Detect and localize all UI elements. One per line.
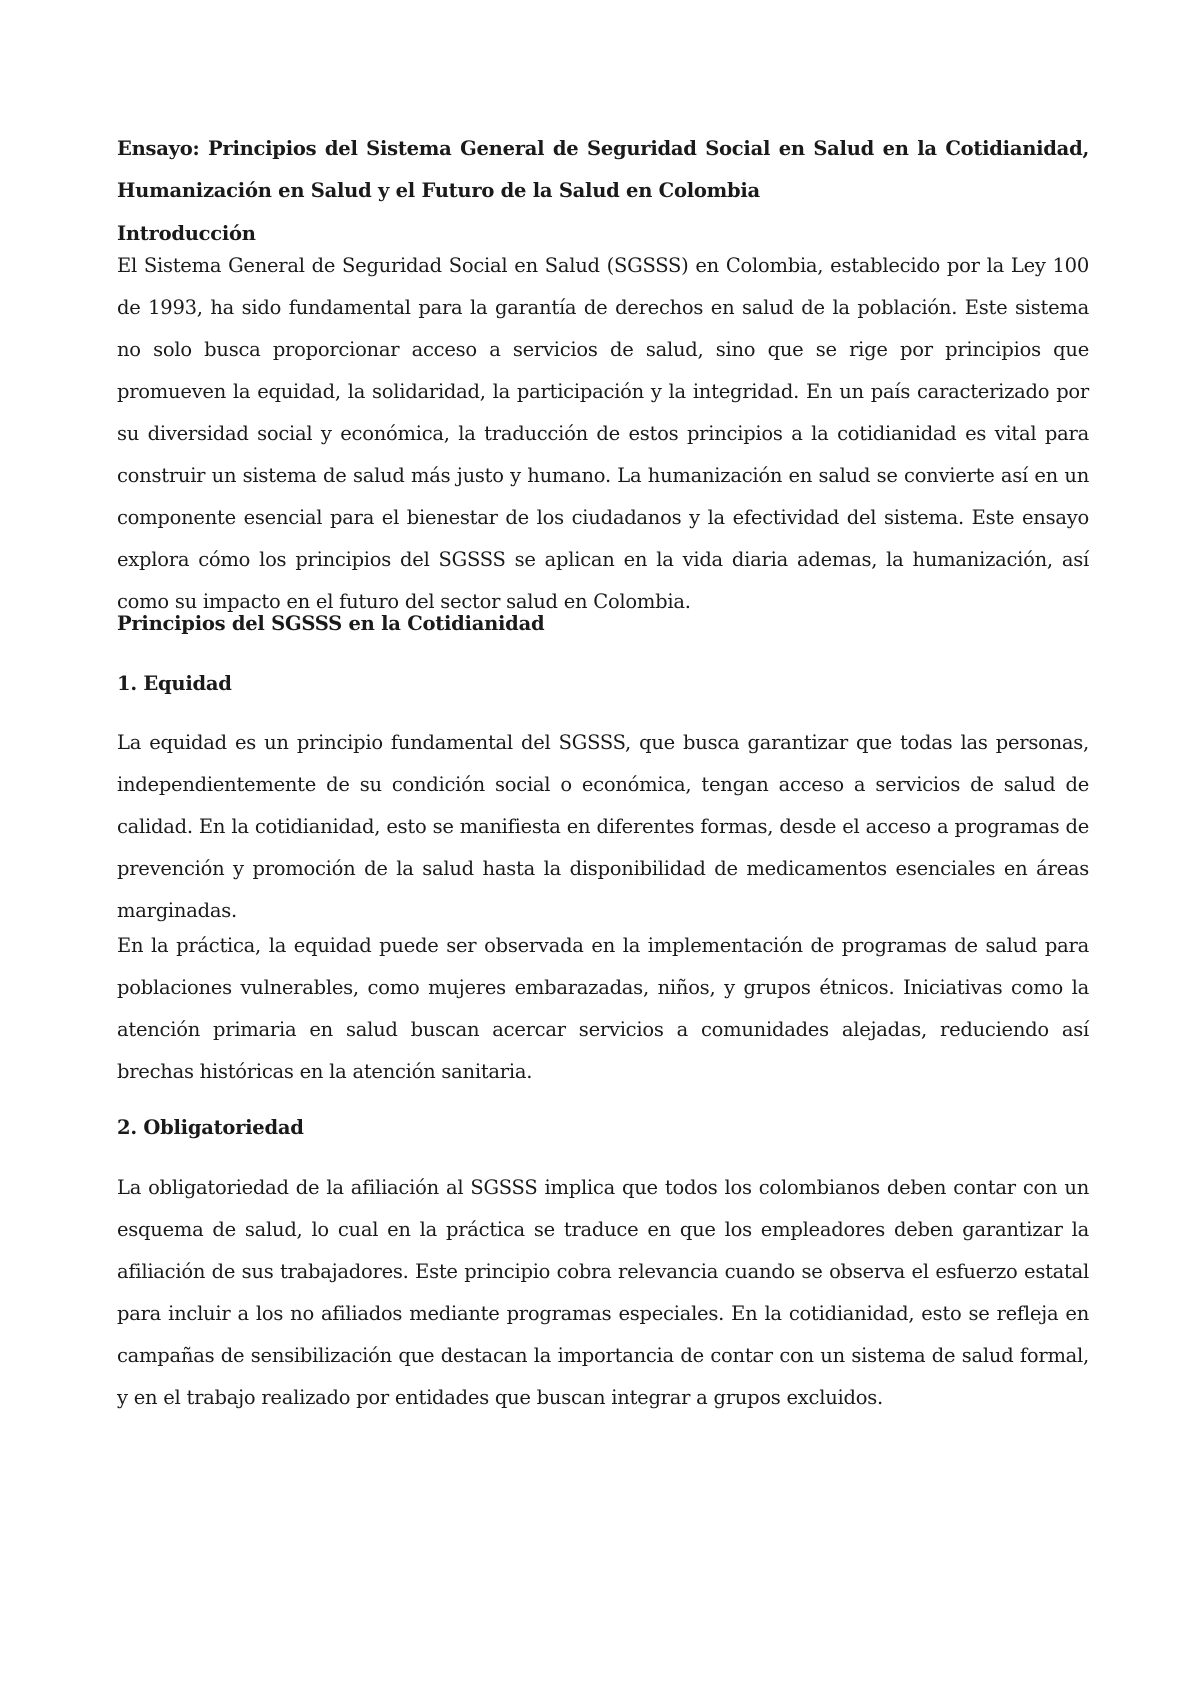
section-heading: Principios del SGSSS en la Cotidianidad	[117, 612, 545, 635]
equidad-heading: 1. Equidad	[117, 672, 232, 695]
equidad-paragraph-1: La equidad es un principio fundamental del SGSSS, que busca garantizar que todas las personas, independientemente de su condición social o económica, tengan acceso a servicios de salud de calidad. En la cotidianidad, esto se manifiesta en diferentes formas, desde el acceso a programas de prevención y promoción de la salud hasta la disponibilidad de medicamentos esenciales en áreas marginadas.	[117, 731, 1089, 922]
intro-paragraph: El Sistema General de Seguridad Social en Salud (SGSSS) en Colombia, establecido por la Ley 100 de 1993, ha sido fundamental para la garantía de derechos en salud de la población. Este sistema no solo busca proporcionar acceso a servicios de salud, sino que se rige por principios que promueven la equidad, la solidaridad, la participación y la integridad. En un país caracterizado por su diversidad social y económica, la traducción de estos principios a la cotidianidad es vital para construir un sistema de salud más justo y humano. La humanización en salud se convierte así en un componente esencial para el bienestar de los ciudadanos y la efectividad del sistema. Este ensayo explora cómo los principios del SGSSS se aplican en la vida diaria ademas, la humanización, así como su impacto en el futuro del sector salud en Colombia.	[117, 254, 1089, 613]
intro-heading: Introducción	[117, 222, 256, 245]
obligatoriedad-paragraph: La obligatoriedad de la afiliación al SGSSS implica que todos los colombianos deben contar con un esquema de salud, lo cual en la práctica se traduce en que los empleadores deben garantizar la afiliación de sus trabajadores. Este principio cobra relevancia cuando se observa el esfuerzo estatal para incluir a los no afiliados mediante programas especiales. En la cotidianidad, esto se refleja en campañas de sensibilización que destacan la importancia de contar con un sistema de salud formal, y en el trabajo realizado por entidades que buscan integrar a grupos excluidos.	[117, 1176, 1089, 1409]
obligatoriedad-heading: 2. Obligatoriedad	[117, 1116, 304, 1139]
equidad-paragraph-2: En la práctica, la equidad puede ser observada en la implementación de programas de salud para poblaciones vulnerables, como mujeres embarazadas, niños, y grupos étnicos. Iniciativas como la atención primaria en salud buscan acercar servicios a comunidades alejadas, reduciendo así brechas históricas en la atención sanitaria.	[117, 934, 1089, 1083]
essay-title: Ensayo: Principios del Sistema General de Seguridad Social en Salud en la Cotidianidad, Humanización en Salud y el Futuro de la Salud en Colombia	[117, 137, 1089, 202]
